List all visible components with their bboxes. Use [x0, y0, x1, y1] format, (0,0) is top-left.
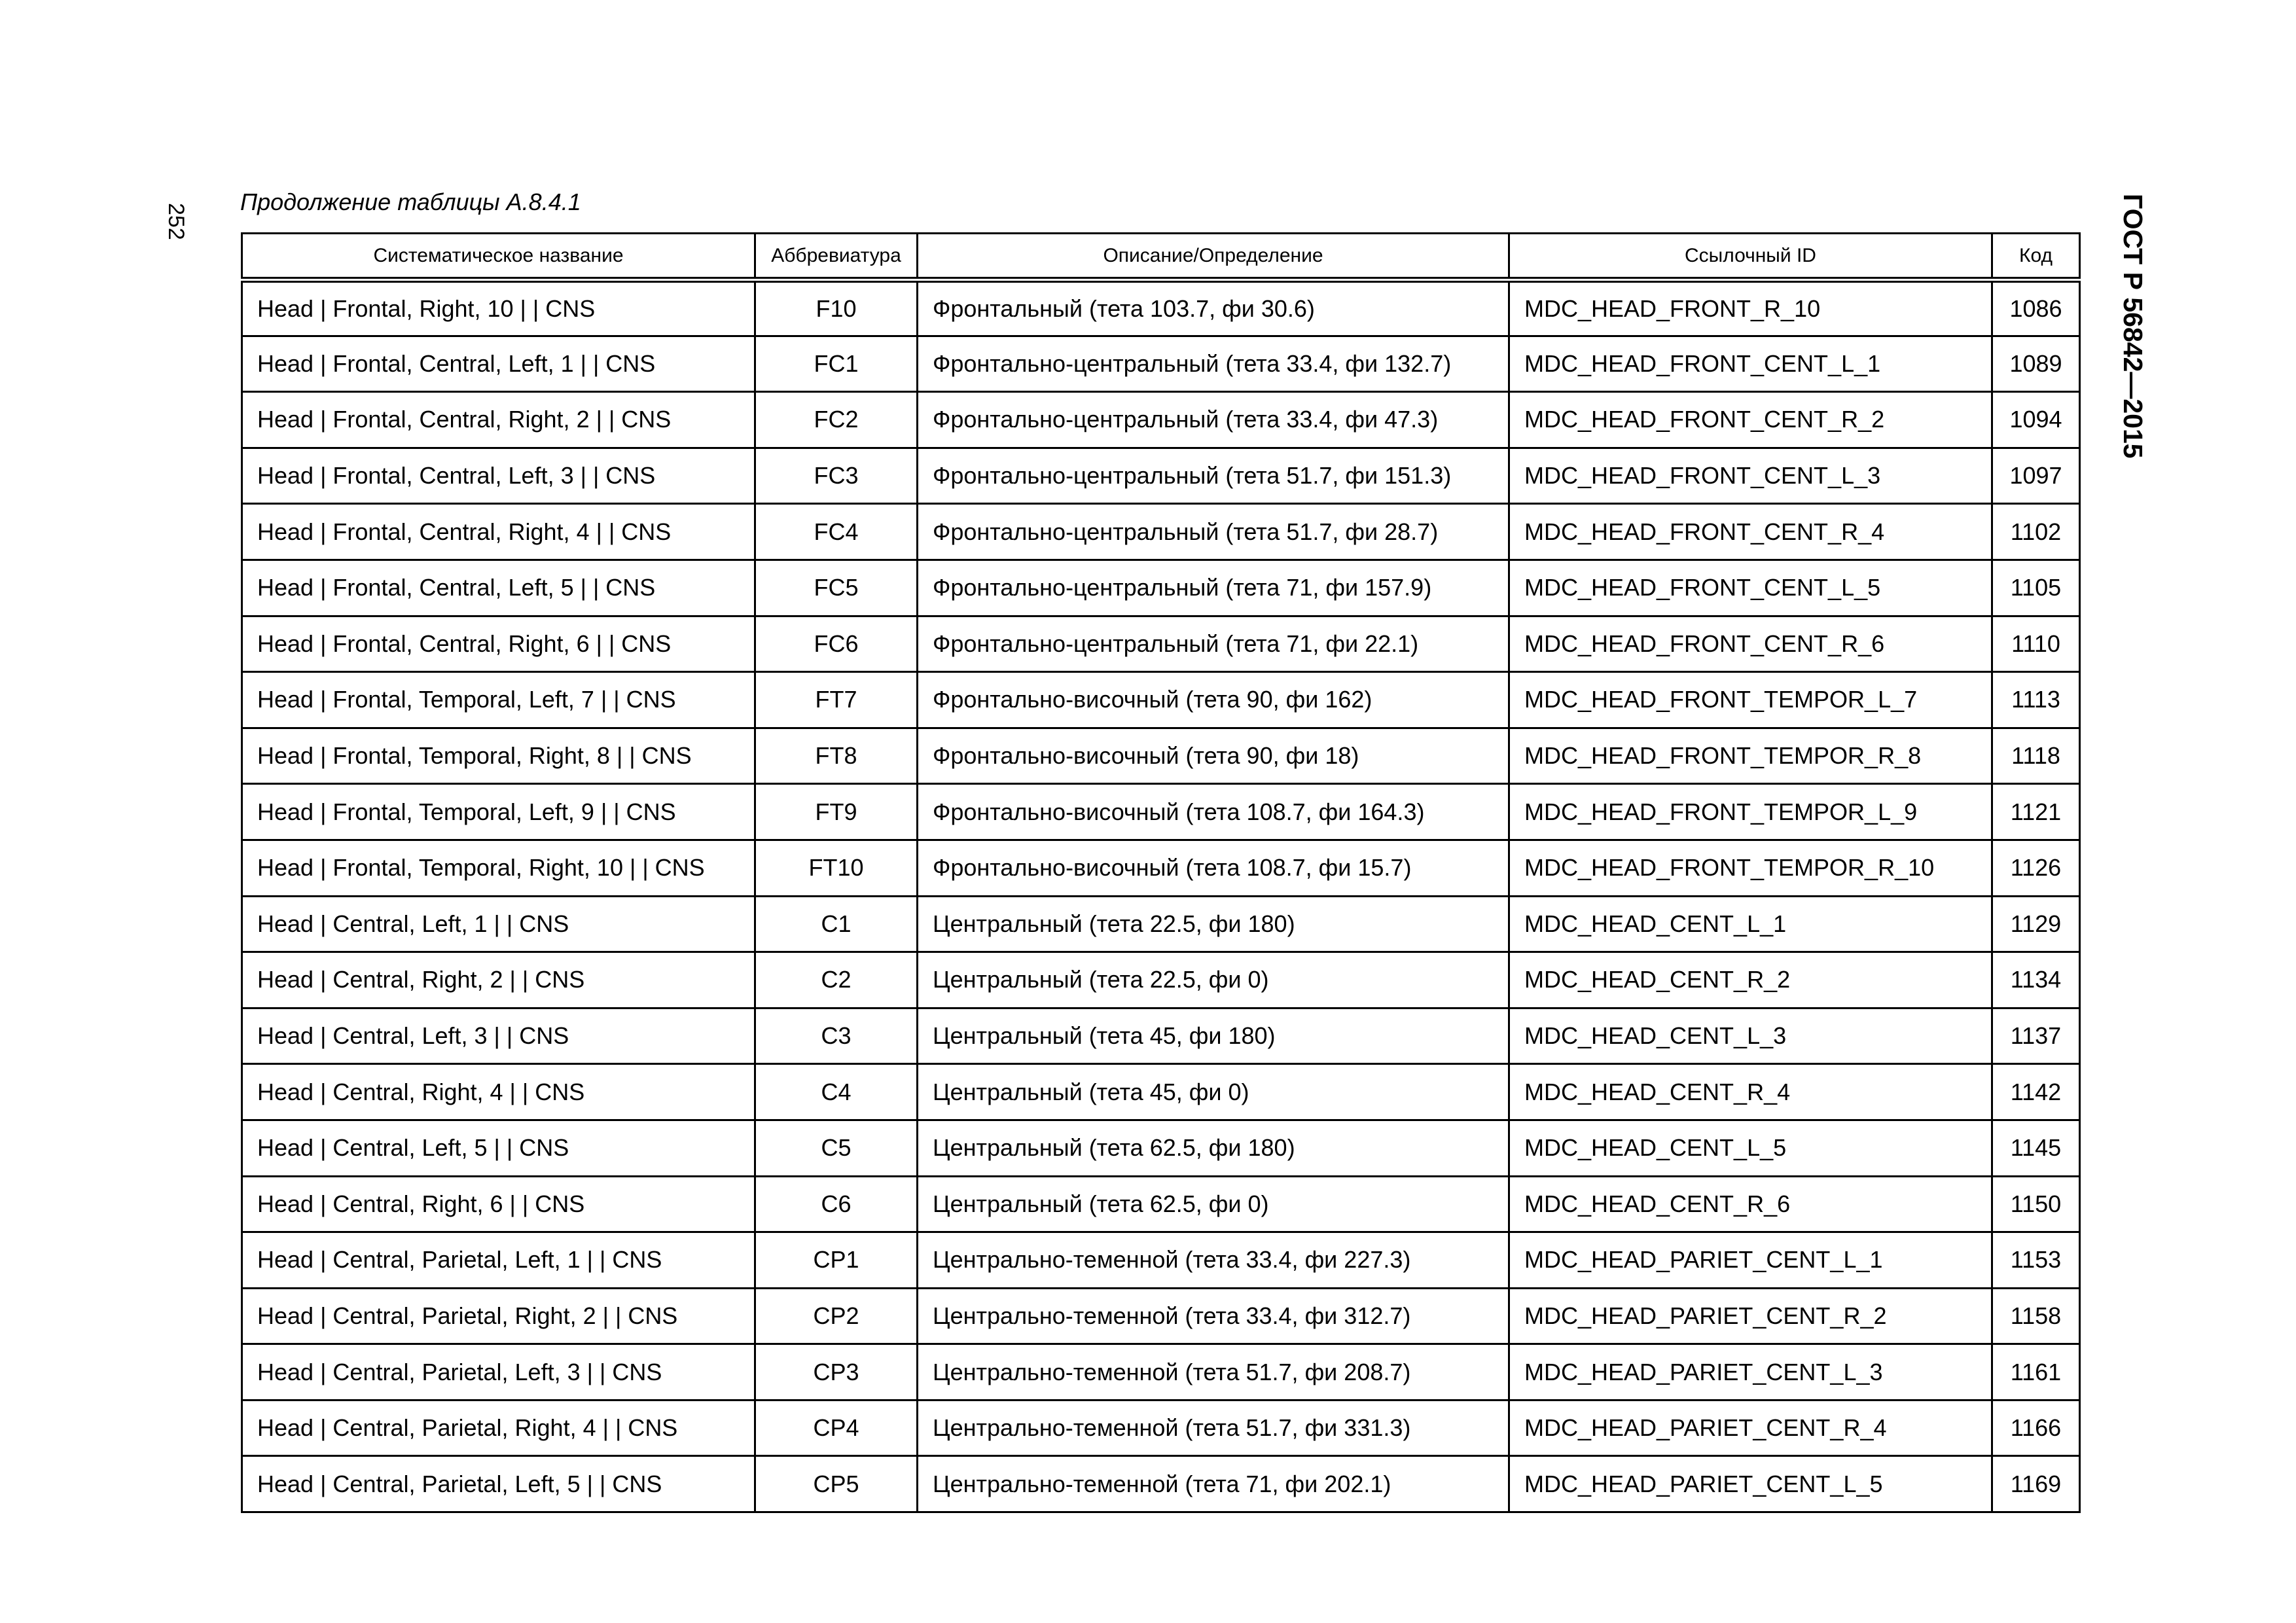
data-table [241, 232, 2081, 1513]
systematic-name-cell: Head | Frontal, Central, Left, 3 | | CNS [242, 448, 755, 504]
systematic-name-cell: Head | Frontal, Temporal, Left, 7 | | CNS [242, 672, 755, 728]
abbreviation-cell: FC1 [755, 336, 918, 392]
reference-id-cell: MDC_HEAD_FRONT_CENT_R_6 [1509, 616, 1992, 672]
header-description: Описание/Определение [918, 234, 1509, 280]
table-row [242, 1456, 2080, 1512]
description-cell: Фронтально-центральный (тета 51.7, фи 151.3) [918, 448, 1509, 504]
table-row [242, 560, 2080, 616]
reference-id-cell: MDC_HEAD_FRONT_CENT_L_5 [1509, 560, 1992, 616]
description-cell: Фронтально-центральный (тета 51.7, фи 28.7) [918, 504, 1509, 560]
description-cell: Фронтальный (тета 103.7, фи 30.6) [918, 280, 1509, 336]
table-row [242, 1176, 2080, 1232]
header-reference-id: Ссылочный ID [1509, 234, 1992, 280]
reference-id-cell: MDC_HEAD_CENT_L_3 [1509, 1008, 1992, 1064]
code-cell: 1150 [1992, 1176, 2080, 1232]
reference-id-cell: MDC_HEAD_CENT_L_1 [1509, 896, 1992, 952]
abbreviation-cell: C5 [755, 1120, 918, 1176]
reference-id-cell: MDC_HEAD_FRONT_CENT_L_1 [1509, 336, 1992, 392]
code-cell: 1113 [1992, 672, 2080, 728]
reference-id-cell: MDC_HEAD_FRONT_TEMPOR_L_7 [1509, 672, 1992, 728]
description-cell: Центрально-теменной (тета 51.7, фи 331.3) [918, 1400, 1509, 1456]
description-cell: Центрально-теменной (тета 33.4, фи 227.3) [918, 1232, 1509, 1289]
systematic-name-cell: Head | Central, Left, 3 | | CNS [242, 1008, 755, 1064]
table-caption: Продолжение таблицы A.8.4.1 [240, 188, 581, 215]
code-cell: 1142 [1992, 1064, 2080, 1120]
abbreviation-cell: FC2 [755, 392, 918, 448]
code-cell: 1086 [1992, 280, 2080, 336]
table-row [242, 1344, 2080, 1400]
code-cell: 1118 [1992, 728, 2080, 784]
code-cell: 1158 [1992, 1288, 2080, 1344]
description-cell: Фронтально-центральный (тета 71, фи 22.1) [918, 616, 1509, 672]
description-cell: Фронтально-центральный (тета 33.4, фи 47.3) [918, 392, 1509, 448]
description-cell: Центральный (тета 22.5, фи 180) [918, 896, 1509, 952]
table-row [242, 952, 2080, 1008]
abbreviation-cell: F10 [755, 280, 918, 336]
reference-id-cell: MDC_HEAD_FRONT_CENT_L_3 [1509, 448, 1992, 504]
table-row [242, 896, 2080, 952]
systematic-name-cell: Head | Central, Left, 1 | | CNS [242, 896, 755, 952]
code-cell: 1129 [1992, 896, 2080, 952]
table-body [242, 280, 2080, 1512]
table-row [242, 392, 2080, 448]
systematic-name-cell: Head | Central, Right, 2 | | CNS [242, 952, 755, 1008]
code-cell: 1166 [1992, 1400, 2080, 1456]
systematic-name-cell: Head | Central, Parietal, Left, 3 | | CNS [242, 1344, 755, 1400]
table-row [242, 336, 2080, 392]
reference-id-cell: MDC_HEAD_CENT_R_2 [1509, 952, 1992, 1008]
table-row [242, 616, 2080, 672]
page-number: 252 [164, 203, 188, 240]
code-cell: 1089 [1992, 336, 2080, 392]
code-cell: 1134 [1992, 952, 2080, 1008]
standard-code: ГОСТ Р 56842—2015 [2118, 194, 2148, 459]
header-code: Код [1992, 234, 2080, 280]
description-cell: Фронтально-центральный (тета 71, фи 157.9) [918, 560, 1509, 616]
abbreviation-cell: C2 [755, 952, 918, 1008]
systematic-name-cell: Head | Frontal, Temporal, Left, 9 | | CNS [242, 784, 755, 840]
code-cell: 1145 [1992, 1120, 2080, 1176]
abbreviation-cell: CP3 [755, 1344, 918, 1400]
abbreviation-cell: FC3 [755, 448, 918, 504]
reference-id-cell: MDC_HEAD_CENT_R_6 [1509, 1176, 1992, 1232]
table-row [242, 728, 2080, 784]
systematic-name-cell: Head | Frontal, Central, Right, 2 | | CNS [242, 392, 755, 448]
code-cell: 1102 [1992, 504, 2080, 560]
table-row [242, 280, 2080, 336]
code-cell: 1121 [1992, 784, 2080, 840]
table-row [242, 840, 2080, 896]
description-cell: Фронтально-височный (тета 108.7, фи 15.7) [918, 840, 1509, 896]
reference-id-cell: MDC_HEAD_PARIET_CENT_R_4 [1509, 1400, 1992, 1456]
description-cell: Фронтально-височный (тета 108.7, фи 164.3) [918, 784, 1509, 840]
abbreviation-cell: C1 [755, 896, 918, 952]
systematic-name-cell: Head | Frontal, Right, 10 | | CNS [242, 280, 755, 336]
reference-id-cell: MDC_HEAD_FRONT_TEMPOR_R_8 [1509, 728, 1992, 784]
description-cell: Центральный (тета 22.5, фи 0) [918, 952, 1509, 1008]
table-row [242, 1400, 2080, 1456]
reference-id-cell: MDC_HEAD_FRONT_CENT_R_2 [1509, 392, 1992, 448]
abbreviation-cell: CP2 [755, 1288, 918, 1344]
code-cell: 1110 [1992, 616, 2080, 672]
systematic-name-cell: Head | Central, Right, 4 | | CNS [242, 1064, 755, 1120]
abbreviation-cell: CP4 [755, 1400, 918, 1456]
systematic-name-cell: Head | Central, Left, 5 | | CNS [242, 1120, 755, 1176]
abbreviation-cell: FC6 [755, 616, 918, 672]
header-systematic-name: Систематическое название [242, 234, 755, 280]
code-cell: 1137 [1992, 1008, 2080, 1064]
code-cell: 1153 [1992, 1232, 2080, 1289]
reference-id-cell: MDC_HEAD_FRONT_R_10 [1509, 280, 1992, 336]
systematic-name-cell: Head | Central, Parietal, Left, 1 | | CNS [242, 1232, 755, 1289]
table-row [242, 784, 2080, 840]
systematic-name-cell: Head | Central, Right, 6 | | CNS [242, 1176, 755, 1232]
reference-id-cell: MDC_HEAD_CENT_R_4 [1509, 1064, 1992, 1120]
description-cell: Фронтально-височный (тета 90, фи 18) [918, 728, 1509, 784]
systematic-name-cell: Head | Central, Parietal, Left, 5 | | CNS [242, 1456, 755, 1512]
table-header-row [242, 234, 2080, 280]
table-row [242, 1120, 2080, 1176]
abbreviation-cell: C6 [755, 1176, 918, 1232]
code-cell: 1094 [1992, 392, 2080, 448]
reference-id-cell: MDC_HEAD_PARIET_CENT_R_2 [1509, 1288, 1992, 1344]
reference-id-cell: MDC_HEAD_FRONT_CENT_R_4 [1509, 504, 1992, 560]
systematic-name-cell: Head | Central, Parietal, Right, 2 | | CNS [242, 1288, 755, 1344]
description-cell: Центральный (тета 45, фи 0) [918, 1064, 1509, 1120]
table-row [242, 1232, 2080, 1289]
table-row [242, 672, 2080, 728]
description-cell: Фронтально-височный (тета 90, фи 162) [918, 672, 1509, 728]
abbreviation-cell: FT7 [755, 672, 918, 728]
header-abbreviation: Аббревиатура [755, 234, 918, 280]
abbreviation-cell: FC5 [755, 560, 918, 616]
abbreviation-cell: FT9 [755, 784, 918, 840]
systematic-name-cell: Head | Central, Parietal, Right, 4 | | CNS [242, 1400, 755, 1456]
reference-id-cell: MDC_HEAD_PARIET_CENT_L_3 [1509, 1344, 1992, 1400]
table-row [242, 504, 2080, 560]
abbreviation-cell: CP1 [755, 1232, 918, 1289]
description-cell: Центральный (тета 45, фи 180) [918, 1008, 1509, 1064]
abbreviation-cell: FC4 [755, 504, 918, 560]
abbreviation-cell: CP5 [755, 1456, 918, 1512]
reference-id-cell: MDC_HEAD_PARIET_CENT_L_5 [1509, 1456, 1992, 1512]
systematic-name-cell: Head | Frontal, Temporal, Right, 10 | | CNS [242, 840, 755, 896]
description-cell: Центральный (тета 62.5, фи 180) [918, 1120, 1509, 1176]
code-cell: 1161 [1992, 1344, 2080, 1400]
reference-id-cell: MDC_HEAD_CENT_L_5 [1509, 1120, 1992, 1176]
description-cell: Фронтально-центральный (тета 33.4, фи 132.7) [918, 336, 1509, 392]
description-cell: Центрально-теменной (тета 33.4, фи 312.7) [918, 1288, 1509, 1344]
systematic-name-cell: Head | Frontal, Central, Left, 1 | | CNS [242, 336, 755, 392]
systematic-name-cell: Head | Frontal, Central, Right, 6 | | CNS [242, 616, 755, 672]
description-cell: Центрально-теменной (тета 51.7, фи 208.7) [918, 1344, 1509, 1400]
description-cell: Центральный (тета 62.5, фи 0) [918, 1176, 1509, 1232]
description-cell: Центрально-теменной (тета 71, фи 202.1) [918, 1456, 1509, 1512]
systematic-name-cell: Head | Frontal, Central, Left, 5 | | CNS [242, 560, 755, 616]
table-row [242, 1008, 2080, 1064]
abbreviation-cell: FT8 [755, 728, 918, 784]
systematic-name-cell: Head | Frontal, Central, Right, 4 | | CNS [242, 504, 755, 560]
code-cell: 1105 [1992, 560, 2080, 616]
reference-id-cell: MDC_HEAD_PARIET_CENT_L_1 [1509, 1232, 1992, 1289]
code-cell: 1126 [1992, 840, 2080, 896]
code-cell: 1097 [1992, 448, 2080, 504]
abbreviation-cell: FT10 [755, 840, 918, 896]
reference-id-cell: MDC_HEAD_FRONT_TEMPOR_L_9 [1509, 784, 1992, 840]
code-cell: 1169 [1992, 1456, 2080, 1512]
table-row [242, 1288, 2080, 1344]
table-row [242, 1064, 2080, 1120]
systematic-name-cell: Head | Frontal, Temporal, Right, 8 | | CNS [242, 728, 755, 784]
abbreviation-cell: C4 [755, 1064, 918, 1120]
abbreviation-cell: C3 [755, 1008, 918, 1064]
table-row [242, 448, 2080, 504]
reference-id-cell: MDC_HEAD_FRONT_TEMPOR_R_10 [1509, 840, 1992, 896]
